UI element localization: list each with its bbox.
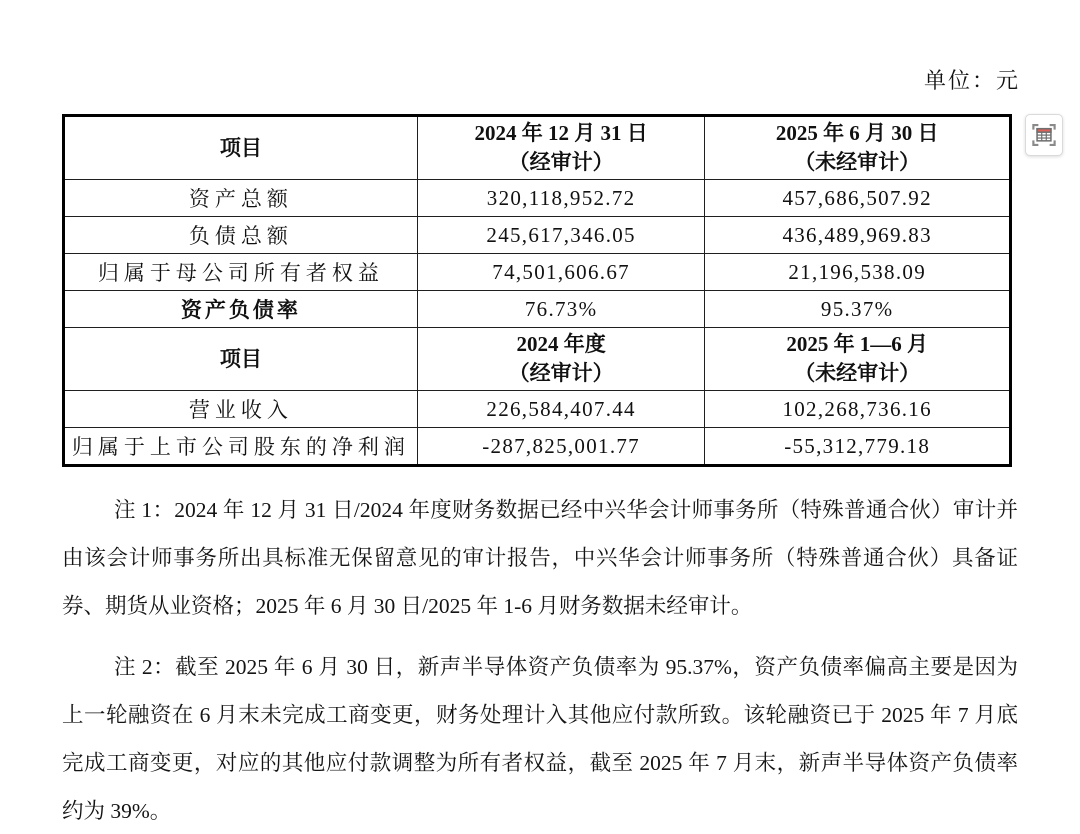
table-header-row-1 [64, 116, 1011, 180]
row-label: 归属于上市公司股东的净利润 [64, 428, 418, 466]
header-item-cell: 项目 [64, 116, 418, 180]
table-selection-icon [1031, 122, 1057, 148]
table-row [64, 428, 1011, 466]
row-value-1: 74,501,606.67 [417, 254, 705, 291]
row-value-1: 320,118,952.72 [417, 180, 705, 217]
header-period-1-cell [417, 116, 705, 180]
header-period-1-line1: 2024 年度 [516, 332, 606, 356]
row-value-2: 21,196,538.09 [705, 254, 1011, 291]
row-label: 营业收入 [64, 391, 418, 428]
row-value-1: 245,617,346.05 [417, 217, 705, 254]
row-label: 归属于母公司所有者权益 [64, 254, 418, 291]
header-period-2-line2: （未经审计） [794, 361, 921, 385]
table-header-row-2 [64, 328, 1011, 391]
header-period-1-line2: （经审计） [508, 361, 614, 385]
header-period-1-cell [417, 328, 705, 391]
row-label: 负债总额 [64, 217, 418, 254]
header-period-1-line1: 2024 年 12 月 31 日 [474, 121, 648, 145]
header-period-2-cell [705, 328, 1011, 391]
row-label: 资产总额 [64, 180, 418, 217]
unit-label: 单位：元 [923, 68, 1020, 93]
row-value-1: 76.73% [417, 291, 705, 328]
header-period-1-line2: （经审计） [508, 150, 614, 174]
header-period-2-cell [705, 116, 1011, 180]
row-value-1: -287,825,001.77 [417, 428, 705, 466]
row-value-2: -55,312,779.18 [705, 428, 1011, 466]
row-label: 资产负债率 [64, 291, 418, 328]
note-1: 注 1：2024 年 12 月 31 日/2024 年度财务数据已经中兴华会计师事务所（特殊普通合伙）审计并由该会计师事务所出具标准无保留意见的审计报告，中兴华会计师事务所（特殊普通合伙）具备证券、期货从业资格；2025 年 6 月 30 日/2025 年 1-6 月财务数据未经审计。 [62, 498, 1018, 618]
table-row [64, 391, 1011, 428]
table-row [64, 254, 1011, 291]
header-period-2-line1: 2025 年 1—6 月 [786, 332, 929, 356]
table-row [64, 217, 1011, 254]
header-item-cell: 项目 [64, 328, 418, 391]
row-value-2: 102,268,736.16 [705, 391, 1011, 428]
row-value-2: 436,489,969.83 [705, 217, 1011, 254]
row-value-1: 226,584,407.44 [417, 391, 705, 428]
header-period-2-line2: （未经审计） [794, 150, 921, 174]
table-row [64, 291, 1011, 328]
financial-table-area [62, 114, 1012, 467]
notes-section [62, 486, 1018, 834]
table-row [64, 180, 1011, 217]
header-period-2-line1: 2025 年 6 月 30 日 [775, 121, 939, 145]
row-value-2: 457,686,507.92 [705, 180, 1011, 217]
row-value-2: 95.37% [705, 291, 1011, 328]
financial-table [62, 114, 1012, 467]
note-2: 注 2：截至 2025 年 6 月 30 日，新声半导体资产负债率为 95.37%，资产负债率偏高主要是因为上一轮融资在 6 月末未完成工商变更，财务处理计入其他应付款所致。该轮融资已于 2025 年 7 月底完成工商变更，对应的其他应付款调整为所有者权益，截至 2025 年 7 月末，新声半导体资产负债率约为 39%。 [62, 655, 1018, 823]
table-extract-button[interactable] [1025, 114, 1063, 156]
